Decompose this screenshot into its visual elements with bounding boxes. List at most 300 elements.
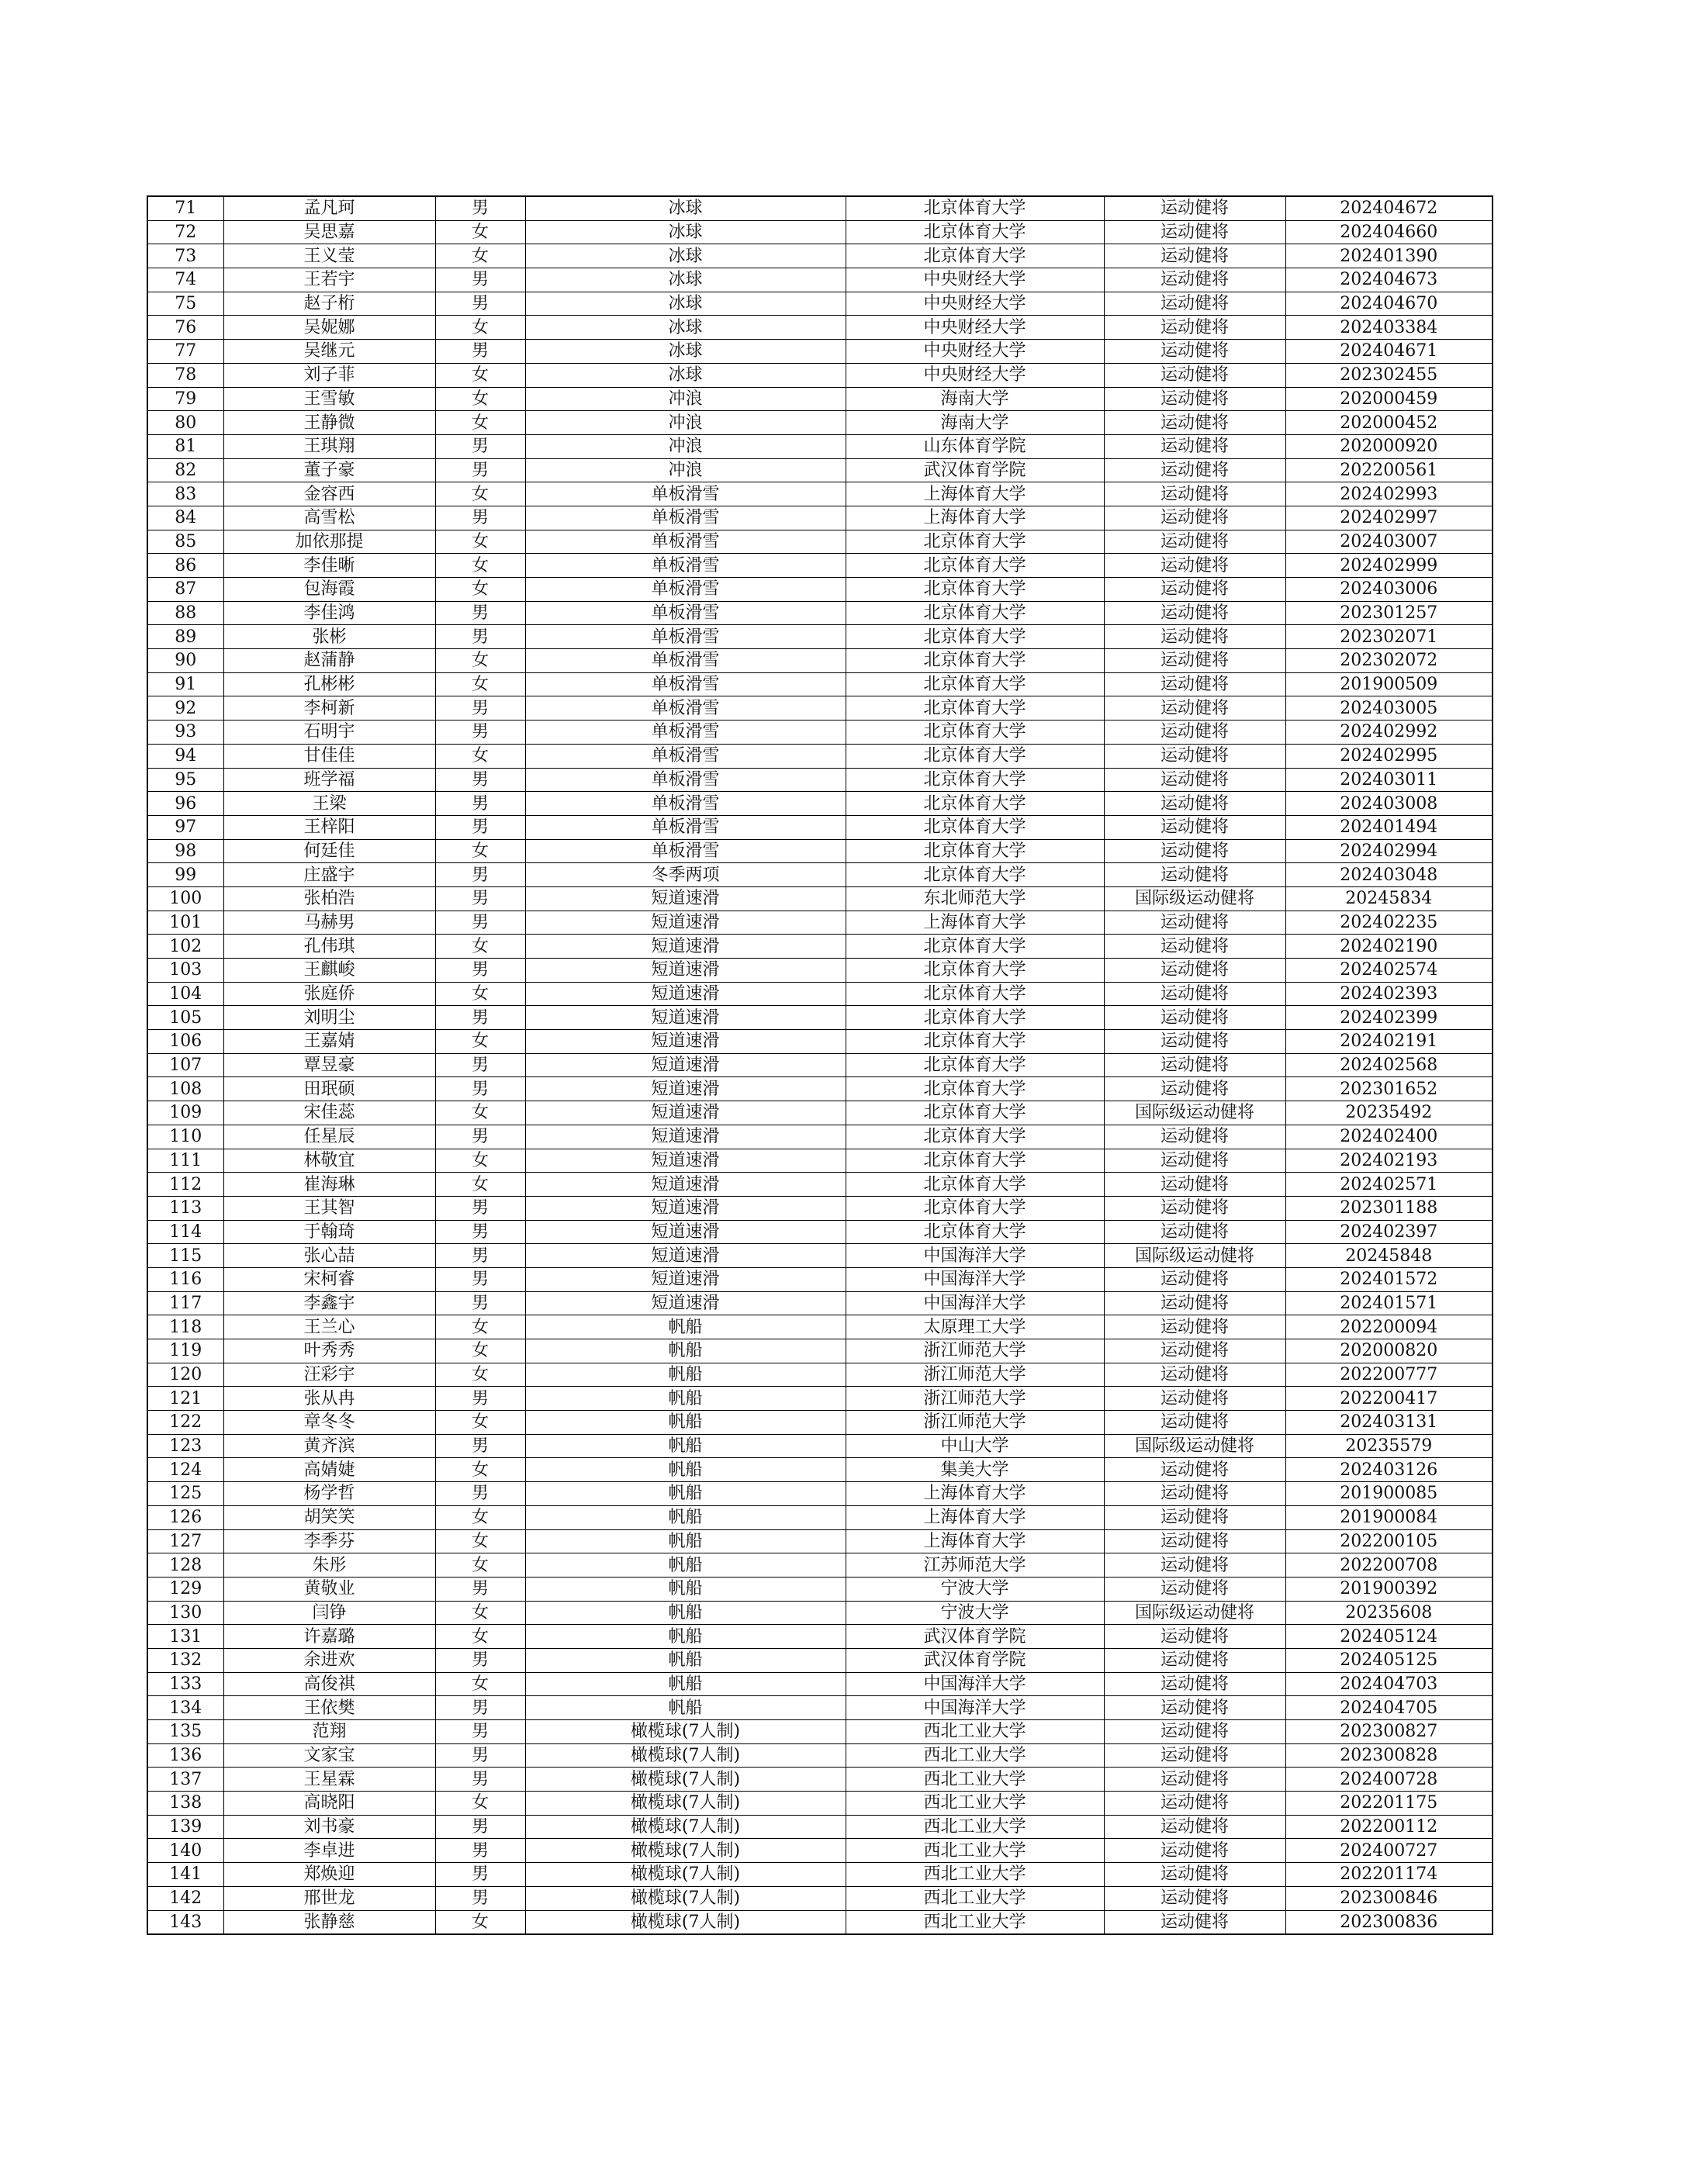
certificate-number-cell: 20235608 [1285,1601,1493,1625]
serial-number-cell: 99 [147,863,223,887]
serial-number-cell: 107 [147,1053,223,1077]
table-row [147,1053,1493,1077]
name-cell: 章冬冬 [223,1411,435,1435]
certificate-number-cell: 202402397 [1285,1220,1493,1244]
gender-cell: 女 [435,672,525,696]
level-cell: 运动健将 [1104,578,1285,602]
name-cell: 宋柯睿 [223,1267,435,1291]
table-row [147,1815,1493,1839]
serial-number-cell: 72 [147,220,223,244]
university-cell: 浙江师范大学 [846,1363,1104,1387]
certificate-number-cell: 202403005 [1285,696,1493,721]
sport-cell: 单板滑雪 [525,601,846,625]
university-cell: 北京体育大学 [846,959,1104,983]
level-cell: 运动健将 [1104,316,1285,340]
sport-cell: 帆船 [525,1505,846,1529]
level-cell: 运动健将 [1104,935,1285,959]
certificate-number-cell: 202302455 [1285,363,1493,387]
certificate-number-cell: 202402400 [1285,1125,1493,1149]
serial-number-cell: 126 [147,1505,223,1529]
university-cell: 北京体育大学 [846,1006,1104,1030]
table-row [147,1267,1493,1291]
gender-cell: 女 [435,1339,525,1363]
table-row [147,1411,1493,1435]
university-cell: 西北工业大学 [846,1815,1104,1839]
gender-cell: 男 [435,1482,525,1506]
university-cell: 武汉体育学院 [846,458,1104,482]
level-cell: 运动健将 [1104,792,1285,816]
sport-cell: 短道速滑 [525,1030,846,1054]
level-cell: 运动健将 [1104,744,1285,768]
university-cell: 浙江师范大学 [846,1339,1104,1363]
certificate-number-cell: 202301652 [1285,1077,1493,1101]
level-cell: 运动健将 [1104,1792,1285,1816]
gender-cell: 女 [435,1411,525,1435]
serial-number-cell: 93 [147,721,223,745]
university-cell: 北京体育大学 [846,1077,1104,1101]
certificate-number-cell: 202400727 [1285,1839,1493,1863]
certificate-number-cell: 202401572 [1285,1267,1493,1291]
gender-cell: 女 [435,1030,525,1054]
name-cell: 许嘉璐 [223,1625,435,1649]
sport-cell: 帆船 [525,1625,846,1649]
certificate-number-cell: 202402568 [1285,1053,1493,1077]
university-cell: 海南大学 [846,387,1104,411]
level-cell: 运动健将 [1104,839,1285,863]
name-cell: 胡笑笑 [223,1505,435,1529]
sport-cell: 帆船 [525,1411,846,1435]
serial-number-cell: 116 [147,1267,223,1291]
sport-cell: 单板滑雪 [525,721,846,745]
table-row [147,1315,1493,1339]
gender-cell: 女 [435,363,525,387]
name-cell: 孔伟琪 [223,935,435,959]
certificate-number-cell: 202402393 [1285,982,1493,1006]
sport-cell: 冰球 [525,292,846,316]
sport-cell: 单板滑雪 [525,506,846,530]
gender-cell: 男 [435,886,525,911]
university-cell: 中国海洋大学 [846,1696,1104,1720]
name-cell: 王若宇 [223,268,435,292]
table-row [147,363,1493,387]
sport-cell: 短道速滑 [525,1196,846,1220]
table-row [147,506,1493,530]
table-row [147,1505,1493,1529]
serial-number-cell: 110 [147,1125,223,1149]
serial-number-cell: 140 [147,1839,223,1863]
university-cell: 宁波大学 [846,1577,1104,1601]
gender-cell: 女 [435,411,525,435]
sport-cell: 短道速滑 [525,1220,846,1244]
sport-cell: 冬季两项 [525,863,846,887]
gender-cell: 男 [435,625,525,649]
table-row [147,1387,1493,1411]
level-cell: 国际级运动健将 [1104,1434,1285,1458]
sport-cell: 橄榄球(7人制) [525,1743,846,1768]
table-row [147,316,1493,340]
certificate-number-cell: 202200777 [1285,1363,1493,1387]
gender-cell: 女 [435,1363,525,1387]
level-cell: 运动健将 [1104,244,1285,268]
gender-cell: 男 [435,196,525,220]
gender-cell: 女 [435,982,525,1006]
sport-cell: 短道速滑 [525,1291,846,1315]
level-cell: 运动健将 [1104,982,1285,1006]
gender-cell: 女 [435,1101,525,1125]
gender-cell: 女 [435,578,525,602]
gender-cell: 男 [435,1577,525,1601]
level-cell: 运动健将 [1104,649,1285,673]
serial-number-cell: 73 [147,244,223,268]
level-cell: 运动健将 [1104,1339,1285,1363]
name-cell: 李佳晰 [223,554,435,578]
name-cell: 王静微 [223,411,435,435]
university-cell: 北京体育大学 [846,1125,1104,1149]
gender-cell: 女 [435,530,525,554]
name-cell: 马赫男 [223,911,435,935]
table-row [147,911,1493,935]
gender-cell: 男 [435,292,525,316]
name-cell: 李季芬 [223,1529,435,1553]
university-cell: 海南大学 [846,411,1104,435]
university-cell: 西北工业大学 [846,1839,1104,1863]
university-cell: 北京体育大学 [846,935,1104,959]
name-cell: 刘书豪 [223,1815,435,1839]
table-row [147,1125,1493,1149]
name-cell: 张柏浩 [223,886,435,911]
name-cell: 孟凡珂 [223,196,435,220]
university-cell: 北京体育大学 [846,625,1104,649]
serial-number-cell: 124 [147,1458,223,1482]
level-cell: 运动健将 [1104,1696,1285,1720]
level-cell: 运动健将 [1104,625,1285,649]
gender-cell: 女 [435,316,525,340]
table-row [147,434,1493,458]
gender-cell: 女 [435,1315,525,1339]
sport-cell: 冲浪 [525,434,846,458]
table-row [147,1101,1493,1125]
certificate-number-cell: 202403131 [1285,1411,1493,1435]
serial-number-cell: 92 [147,696,223,721]
serial-number-cell: 125 [147,1482,223,1506]
level-cell: 运动健将 [1104,1672,1285,1696]
level-cell: 运动健将 [1104,1886,1285,1910]
serial-number-cell: 77 [147,340,223,364]
serial-number-cell: 131 [147,1625,223,1649]
sport-cell: 冰球 [525,340,846,364]
serial-number-cell: 78 [147,363,223,387]
name-cell: 张心喆 [223,1244,435,1268]
level-cell: 运动健将 [1104,1220,1285,1244]
sport-cell: 冰球 [525,244,846,268]
certificate-number-cell: 202200708 [1285,1553,1493,1578]
university-cell: 北京体育大学 [846,578,1104,602]
certificate-number-cell: 202404703 [1285,1672,1493,1696]
certificate-number-cell: 202403384 [1285,316,1493,340]
university-cell: 北京体育大学 [846,744,1104,768]
university-cell: 西北工业大学 [846,1768,1104,1792]
name-cell: 吴妮娜 [223,316,435,340]
gender-cell: 男 [435,1077,525,1101]
university-cell: 中央财经大学 [846,316,1104,340]
certificate-number-cell: 202201174 [1285,1863,1493,1887]
university-cell: 北京体育大学 [846,1220,1104,1244]
certificate-number-cell: 201900392 [1285,1577,1493,1601]
certificate-number-cell: 202403011 [1285,768,1493,792]
gender-cell: 男 [435,601,525,625]
table-row [147,886,1493,911]
table-row [147,1625,1493,1649]
gender-cell: 女 [435,1601,525,1625]
gender-cell: 女 [435,1672,525,1696]
table-row [147,1863,1493,1887]
name-cell: 孔彬彬 [223,672,435,696]
sport-cell: 短道速滑 [525,886,846,911]
level-cell: 运动健将 [1104,1125,1285,1149]
name-cell: 崔海琳 [223,1173,435,1197]
name-cell: 张从冉 [223,1387,435,1411]
certificate-number-cell: 202402994 [1285,839,1493,863]
name-cell: 董子豪 [223,458,435,482]
table-row [147,1839,1493,1863]
name-cell: 王义莹 [223,244,435,268]
level-cell: 运动健将 [1104,1482,1285,1506]
level-cell: 运动健将 [1104,1815,1285,1839]
sport-cell: 单板滑雪 [525,482,846,506]
serial-number-cell: 95 [147,768,223,792]
sport-cell: 橄榄球(7人制) [525,1886,846,1910]
level-cell: 运动健将 [1104,1173,1285,1197]
table-row [147,1458,1493,1482]
certificate-number-cell: 201900085 [1285,1482,1493,1506]
certificate-number-cell: 202404673 [1285,268,1493,292]
level-cell: 运动健将 [1104,387,1285,411]
table-row [147,1743,1493,1768]
sport-cell: 单板滑雪 [525,578,846,602]
serial-number-cell: 100 [147,886,223,911]
table-row [147,1363,1493,1387]
table-row [147,530,1493,554]
level-cell: 运动健将 [1104,411,1285,435]
level-cell: 运动健将 [1104,196,1285,220]
table-row [147,1291,1493,1315]
level-cell: 运动健将 [1104,1648,1285,1672]
university-cell: 北京体育大学 [846,1173,1104,1197]
name-cell: 庄盛宇 [223,863,435,887]
certificate-number-cell: 202401494 [1285,815,1493,839]
university-cell: 上海体育大学 [846,1482,1104,1506]
sport-cell: 帆船 [525,1363,846,1387]
sport-cell: 冰球 [525,268,846,292]
certificate-number-cell: 202403126 [1285,1458,1493,1482]
certificate-number-cell: 202402235 [1285,911,1493,935]
serial-number-cell: 96 [147,792,223,816]
certificate-number-cell: 202402574 [1285,959,1493,983]
table-row [147,1149,1493,1173]
gender-cell: 男 [435,1196,525,1220]
table-row [147,696,1493,721]
name-cell: 任星辰 [223,1125,435,1149]
certificate-number-cell: 202402190 [1285,935,1493,959]
gender-cell: 男 [435,1743,525,1768]
serial-number-cell: 103 [147,959,223,983]
table-row [147,1434,1493,1458]
serial-number-cell: 120 [147,1363,223,1387]
university-cell: 北京体育大学 [846,672,1104,696]
certificate-number-cell: 202402571 [1285,1173,1493,1197]
serial-number-cell: 114 [147,1220,223,1244]
level-cell: 运动健将 [1104,1839,1285,1863]
name-cell: 张庭侨 [223,982,435,1006]
table-row [147,1173,1493,1197]
name-cell: 王麒峻 [223,959,435,983]
level-cell: 运动健将 [1104,340,1285,364]
serial-number-cell: 142 [147,1886,223,1910]
sport-cell: 帆船 [525,1458,846,1482]
name-cell: 邢世龙 [223,1886,435,1910]
level-cell: 国际级运动健将 [1104,1244,1285,1268]
level-cell: 运动健将 [1104,530,1285,554]
gender-cell: 男 [435,1768,525,1792]
table-row [147,721,1493,745]
table-row [147,1577,1493,1601]
name-cell: 闫铮 [223,1601,435,1625]
university-cell: 北京体育大学 [846,1030,1104,1054]
sport-cell: 单板滑雪 [525,744,846,768]
university-cell: 北京体育大学 [846,696,1104,721]
gender-cell: 女 [435,744,525,768]
sport-cell: 帆船 [525,1315,846,1339]
gender-cell: 男 [435,1720,525,1744]
university-cell: 中央财经大学 [846,363,1104,387]
university-cell: 中央财经大学 [846,268,1104,292]
serial-number-cell: 136 [147,1743,223,1768]
university-cell: 上海体育大学 [846,1505,1104,1529]
serial-number-cell: 75 [147,292,223,316]
gender-cell: 男 [435,1815,525,1839]
name-cell: 于翰琦 [223,1220,435,1244]
certificate-number-cell: 202300827 [1285,1720,1493,1744]
name-cell: 高晓阳 [223,1792,435,1816]
sport-cell: 短道速滑 [525,1053,846,1077]
level-cell: 运动健将 [1104,1577,1285,1601]
level-cell: 运动健将 [1104,1743,1285,1768]
sport-cell: 短道速滑 [525,1244,846,1268]
table-row [147,482,1493,506]
certificate-number-cell: 202401571 [1285,1291,1493,1315]
gender-cell: 男 [435,434,525,458]
level-cell: 运动健将 [1104,721,1285,745]
sport-cell: 帆船 [525,1339,846,1363]
sport-cell: 帆船 [525,1648,846,1672]
level-cell: 运动健将 [1104,482,1285,506]
name-cell: 赵子桁 [223,292,435,316]
serial-number-cell: 111 [147,1149,223,1173]
gender-cell: 女 [435,554,525,578]
university-cell: 中国海洋大学 [846,1267,1104,1291]
level-cell: 运动健将 [1104,1291,1285,1315]
serial-number-cell: 119 [147,1339,223,1363]
name-cell: 何廷佳 [223,839,435,863]
sport-cell: 短道速滑 [525,1006,846,1030]
sport-cell: 冰球 [525,316,846,340]
table-row [147,625,1493,649]
gender-cell: 女 [435,839,525,863]
gender-cell: 男 [435,1053,525,1077]
table-row [147,1244,1493,1268]
gender-cell: 女 [435,649,525,673]
gender-cell: 男 [435,1863,525,1887]
serial-number-cell: 133 [147,1672,223,1696]
serial-number-cell: 109 [147,1101,223,1125]
level-cell: 运动健将 [1104,1030,1285,1054]
certificate-number-cell: 201900509 [1285,672,1493,696]
sport-cell: 短道速滑 [525,1101,846,1125]
table-row [147,768,1493,792]
gender-cell: 男 [435,458,525,482]
gender-cell: 男 [435,1291,525,1315]
serial-number-cell: 115 [147,1244,223,1268]
university-cell: 中国海洋大学 [846,1672,1104,1696]
serial-number-cell: 71 [147,196,223,220]
serial-number-cell: 132 [147,1648,223,1672]
sport-cell: 帆船 [525,1672,846,1696]
certificate-number-cell: 202300836 [1285,1910,1493,1934]
name-cell: 李佳鸿 [223,601,435,625]
sport-cell: 单板滑雪 [525,554,846,578]
university-cell: 西北工业大学 [846,1863,1104,1887]
gender-cell: 女 [435,935,525,959]
serial-number-cell: 113 [147,1196,223,1220]
university-cell: 北京体育大学 [846,220,1104,244]
certificate-number-cell: 202200105 [1285,1529,1493,1553]
university-cell: 上海体育大学 [846,506,1104,530]
certificate-number-cell: 202200094 [1285,1315,1493,1339]
university-cell: 北京体育大学 [846,244,1104,268]
name-cell: 余进欢 [223,1648,435,1672]
table-row [147,1768,1493,1792]
gender-cell: 男 [435,1244,525,1268]
sport-cell: 单板滑雪 [525,792,846,816]
gender-cell: 男 [435,1839,525,1863]
name-cell: 李鑫宇 [223,1291,435,1315]
table-row [147,411,1493,435]
certificate-number-cell: 202000820 [1285,1339,1493,1363]
serial-number-cell: 137 [147,1768,223,1792]
gender-cell: 男 [435,768,525,792]
certificate-number-cell: 202404660 [1285,220,1493,244]
table-row [147,1339,1493,1363]
table-row [147,982,1493,1006]
table-row [147,744,1493,768]
certificate-number-cell: 20235579 [1285,1434,1493,1458]
sport-cell: 帆船 [525,1601,846,1625]
name-cell: 王兰心 [223,1315,435,1339]
serial-number-cell: 108 [147,1077,223,1101]
gender-cell: 男 [435,959,525,983]
university-cell: 西北工业大学 [846,1886,1104,1910]
table-row [147,387,1493,411]
gender-cell: 男 [435,506,525,530]
name-cell: 包海霞 [223,578,435,602]
serial-number-cell: 90 [147,649,223,673]
sport-cell: 单板滑雪 [525,530,846,554]
table-row [147,649,1493,673]
certificate-number-cell: 202405124 [1285,1625,1493,1649]
name-cell: 范翔 [223,1720,435,1744]
table-row [147,1696,1493,1720]
gender-cell: 男 [435,1387,525,1411]
